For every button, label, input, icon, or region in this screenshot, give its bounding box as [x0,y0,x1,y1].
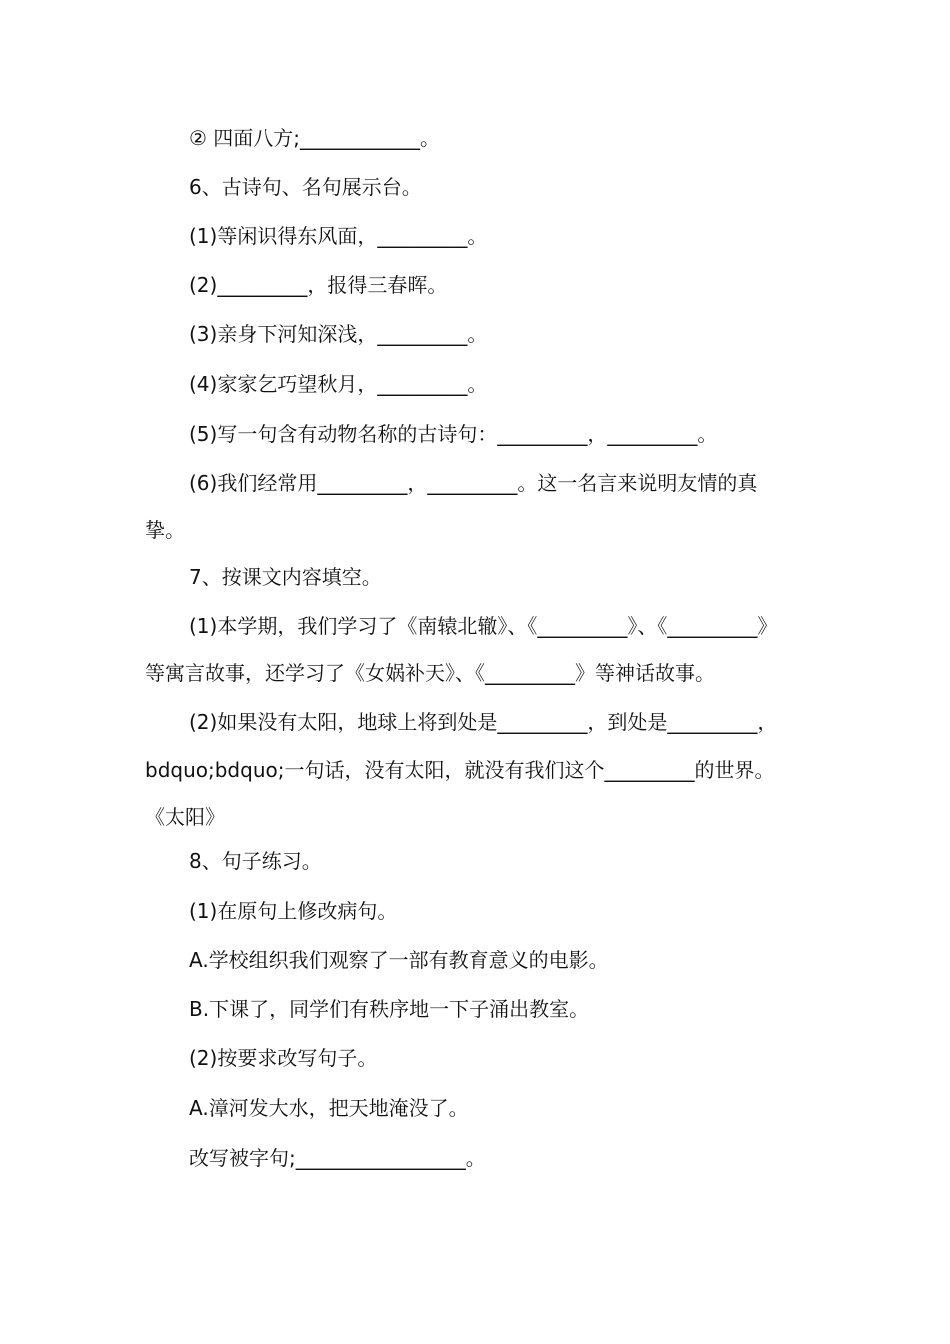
poem-item-3: (3)亲身下河知深浅，_________。 [189,322,488,346]
text-item-8-2-rewrite: 改写被字句;_________________。 [189,1146,486,1170]
section-heading-7: 7、按课文内容填空。 [189,565,382,589]
poem-item-5: (5)写一句含有动物名称的古诗句：_________，_________。 [189,422,718,446]
poem-item-1: (1)等闲识得东风面，_________。 [189,224,488,248]
poem-item-4: (4)家家乞巧望秋月，_________。 [189,372,488,396]
text-item-8-1: (1)在原句上修改病句。 [189,899,398,923]
text-item-8-1-b: B.下课了，同学们有秩序地一下子涌出教室。 [189,997,590,1021]
text-item-7-1-continued: 等寓言故事，还学习了《女娲补天》、《_________》等神话故事。 [145,661,715,685]
poem-item-6: (6)我们经常用_________，_________。这一名言来说明友情的真 [189,471,758,495]
poem-item-6-continued: 挚。 [145,518,185,542]
text-item-8-1-a: A.学校组织我们观察了一部有教育意义的电影。 [189,948,609,972]
text-line-1: ② 四面八方;____________。 [189,126,441,150]
section-heading-8: 8、句子练习。 [189,849,322,873]
poem-item-2: (2)_________，报得三春晖。 [189,273,448,297]
text-item-7-2-source: 《太阳》 [145,805,225,829]
text-item-8-2: (2)按要求改写句子。 [189,1046,378,1070]
text-item-7-2: (2)如果没有太阳，地球上将到处是_________，到处是_________， [189,710,778,734]
text-item-7-2-continued: bdquo;bdquo;一句话，没有太阳，就没有我们这个_________的世界。 [145,758,775,782]
text-item-7-1: (1)本学期，我们学习了《南辕北辙》、《_________》、《_________》 [189,614,778,638]
text-item-8-2-a: A.漳河发大水，把天地淹没了。 [189,1096,469,1120]
section-heading-6: 6、古诗句、名句展示台。 [189,175,422,199]
